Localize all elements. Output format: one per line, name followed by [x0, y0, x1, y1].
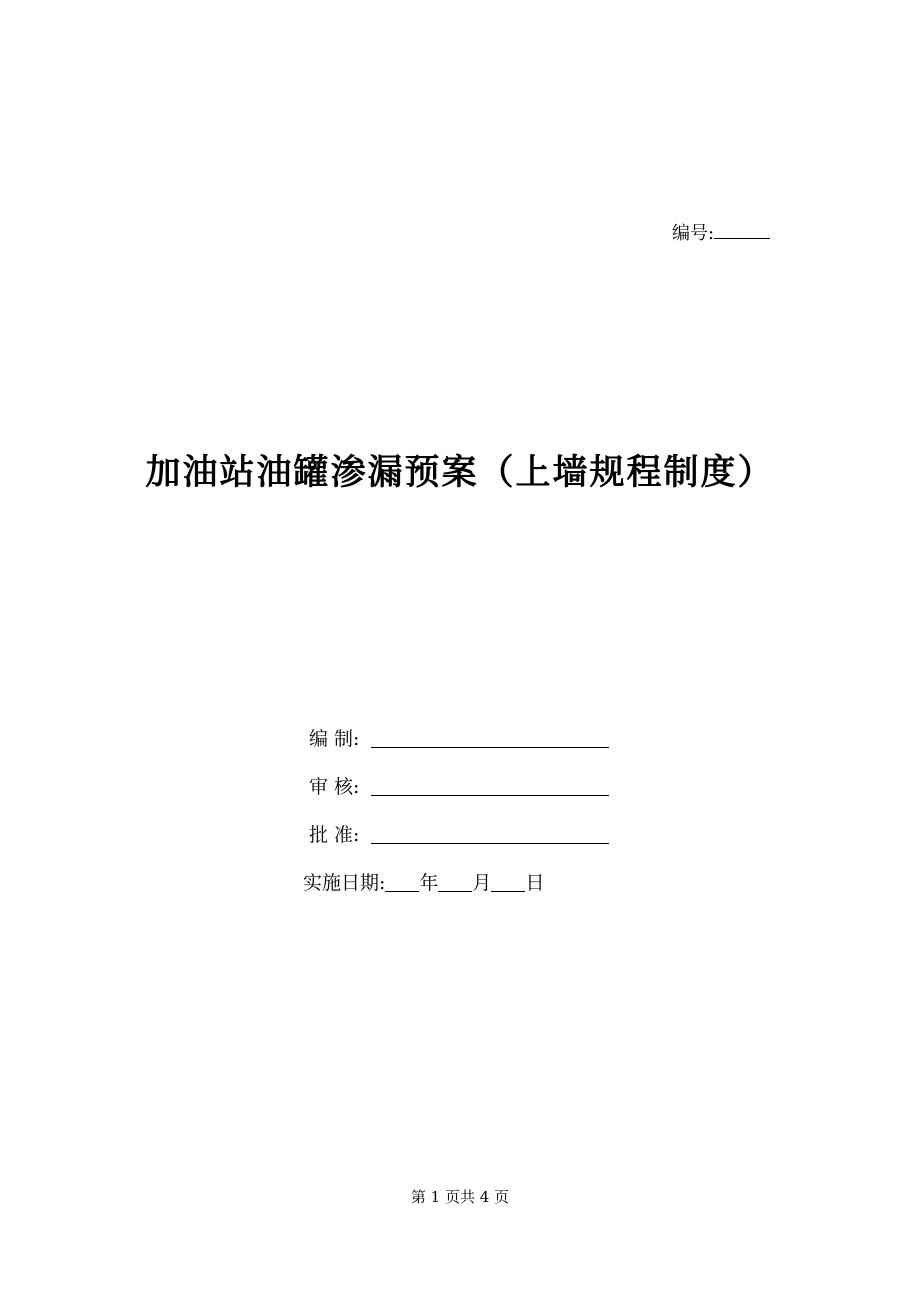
compile-row [303, 725, 609, 773]
document-number [672, 220, 770, 247]
approve-blank [371, 821, 609, 844]
compile-blank [371, 725, 609, 748]
month-blank [438, 869, 472, 892]
effective-date-label: 实施日期: [303, 872, 386, 894]
review-label: 审 核: [309, 776, 360, 798]
document-number-blank [714, 220, 770, 239]
document-title: 加油站油罐渗漏预案（上墙规程制度） [145, 452, 775, 493]
year-label: 年 [419, 872, 439, 894]
review-blank [371, 773, 609, 796]
review-row [303, 773, 609, 821]
day-label: 日 [525, 872, 545, 894]
month-label: 月 [472, 872, 492, 894]
effective-date-row [303, 869, 609, 901]
approve-row [303, 821, 609, 869]
year-blank [385, 869, 419, 892]
compile-label: 编 制: [309, 728, 360, 750]
approve-label: 批 准: [309, 824, 360, 846]
day-blank [491, 869, 525, 892]
document-number-label: 编号: [672, 223, 715, 244]
signoff-block [303, 725, 609, 901]
page-footer: 第 1 页共 4 页 [410, 1188, 510, 1206]
